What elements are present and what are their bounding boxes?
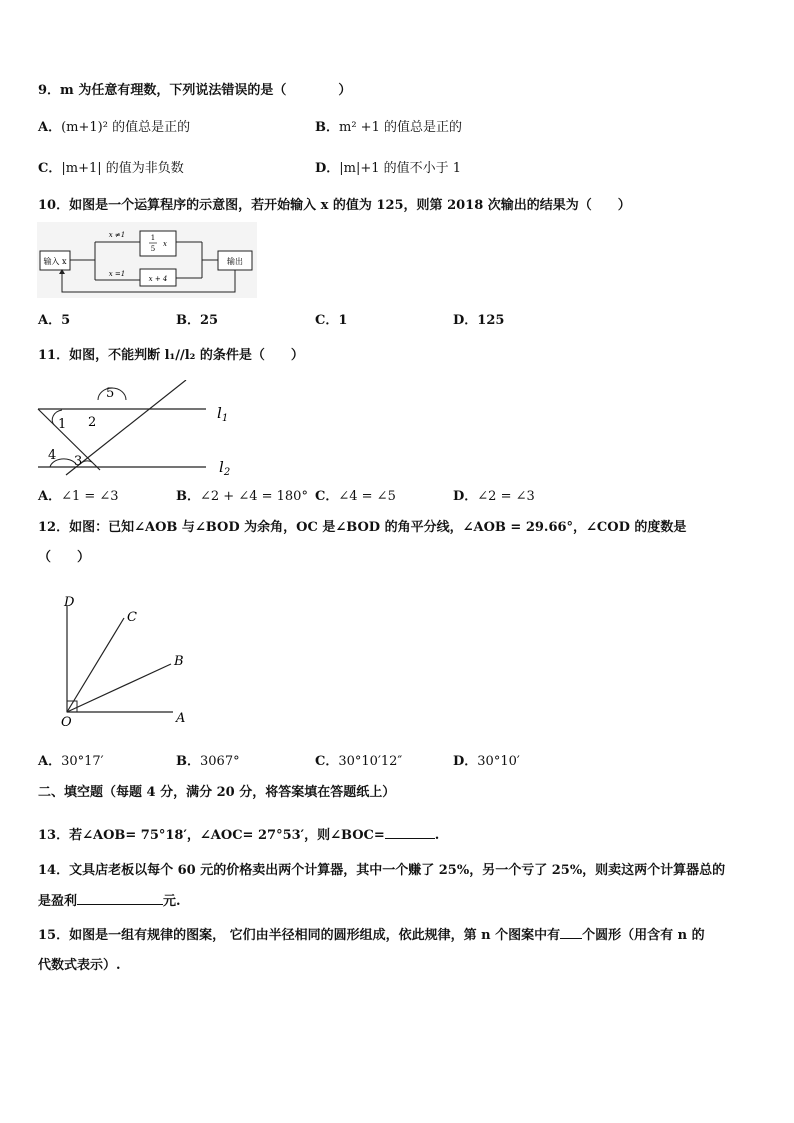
input-label: 输入 x bbox=[43, 257, 67, 266]
q10-flow-diagram bbox=[37, 222, 257, 298]
l1-label: $l_1$ bbox=[217, 404, 229, 424]
angle-5-label: 5 bbox=[106, 386, 115, 401]
condition-bottom: x =1 bbox=[108, 270, 126, 278]
q11-stem: 11．如图，不能判断 l₁//l₂ 的条件是（ ） bbox=[38, 348, 304, 363]
point-b-label: B bbox=[174, 654, 184, 669]
point-c-label: C bbox=[127, 610, 137, 625]
q10-option-b: B．25 bbox=[176, 313, 219, 328]
op-box-top bbox=[140, 231, 176, 256]
q11-option-d: D．∠2 = ∠3 bbox=[453, 489, 535, 504]
l2-label: $l_2$ bbox=[219, 458, 231, 478]
point-d-label: D bbox=[64, 595, 75, 610]
q15-stem-line2: 代数式表示）. bbox=[38, 958, 121, 973]
q10-option-c: C．1 bbox=[315, 313, 348, 328]
op-bottom-label: x + 4 bbox=[148, 275, 168, 283]
transversal-2 bbox=[66, 380, 186, 475]
condition-top: x ≠1 bbox=[108, 231, 126, 239]
q12-stem: 12．如图：已知∠AOB 与∠BOD 为余角，OC 是∠BOD 的角平分线，∠AOB = 29.66°，∠COD 的度数是 bbox=[38, 520, 687, 535]
output-label: 输出 bbox=[227, 257, 243, 266]
q13-stem: 13．若∠AOB= 75°18′，∠AOC= 27°53′，则∠BOC= . bbox=[38, 828, 440, 843]
angle-2-label: 2 bbox=[88, 415, 97, 430]
q12-option-c: C．30°10′12″ bbox=[315, 754, 403, 769]
q14-stem-line2: 是盈利 元. bbox=[38, 894, 181, 909]
angle-4-label: 4 bbox=[48, 448, 57, 463]
q12-option-b: B．3067° bbox=[176, 754, 240, 769]
q11-parallel-lines-diagram bbox=[36, 380, 246, 480]
point-o-label: O bbox=[61, 715, 72, 730]
q9-option-a: A．(m+1)² 的值总是正的 bbox=[38, 120, 191, 135]
angle-1-label: 1 bbox=[58, 417, 67, 432]
ray-oc bbox=[67, 618, 124, 712]
q9-option-d: D．|m|+1 的值不小于 1 bbox=[315, 161, 462, 176]
fraction-denominator: 5 bbox=[150, 245, 156, 253]
answer-blank bbox=[385, 826, 435, 839]
q11-option-c: C．∠4 = ∠5 bbox=[315, 489, 396, 504]
answer-blank bbox=[560, 926, 582, 939]
ray-ob bbox=[67, 664, 171, 712]
q10-option-d: D．125 bbox=[453, 313, 505, 328]
q14-stem-line1: 14．文具店老板以每个 60 元的价格卖出两个计算器，其中一个赚了 25%，另一个亏了 25%，则卖这两个计算器总的 bbox=[38, 863, 726, 878]
q9-stem: 9．m 为任意有理数，下列说法错误的是（ ） bbox=[38, 83, 352, 98]
angle-3-label: 3 bbox=[74, 454, 83, 469]
q11-option-b: B．∠2 + ∠4 = 180° bbox=[176, 489, 308, 504]
fraction-numerator: 1 bbox=[150, 234, 156, 242]
q12-option-d: D．30°10′ bbox=[453, 754, 520, 769]
answer-blank bbox=[77, 892, 163, 905]
q10-stem: 10．如图是一个运算程序的示意图，若开始输入 x 的值为 125，则第 2018 次输出的结果为（ ） bbox=[38, 198, 631, 213]
q9-option-c: C．|m+1| 的值为非负数 bbox=[38, 161, 184, 176]
q9-option-b: B．m² +1 的值总是正的 bbox=[315, 120, 462, 135]
section-heading: 二、填空题（每题 4 分，满分 20 分，将答案填在答题纸上） bbox=[38, 785, 396, 800]
q12-stem-continuation: （ ） bbox=[38, 550, 91, 565]
q12-option-a: A．30°17′ bbox=[38, 754, 104, 769]
q11-option-a: A．∠1 = ∠3 bbox=[38, 489, 119, 504]
point-a-label: A bbox=[176, 711, 186, 726]
q12-angle-diagram bbox=[56, 594, 206, 734]
q10-option-a: A．5 bbox=[38, 313, 71, 328]
op-top-variable: x bbox=[163, 240, 167, 248]
q15-stem-line1: 15．如图是一组有规律的图案， 它们由半径相同的圆形组成，依此规律，第 n 个图案中有 个圆形（用含有 n 的 bbox=[38, 928, 705, 943]
